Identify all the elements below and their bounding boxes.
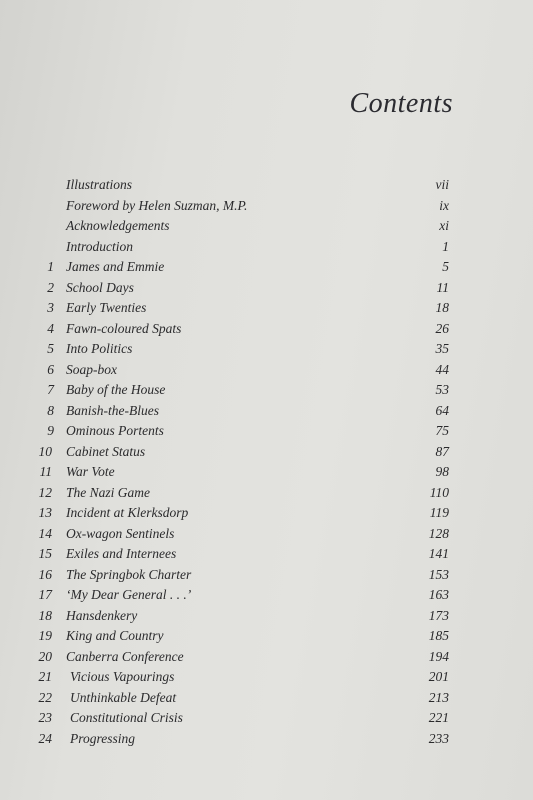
page-number: 75 (435, 423, 449, 438)
chapter-number: 16 (38, 567, 52, 582)
toc-entry (0, 257, 533, 277)
toc-entry (0, 298, 533, 318)
chapter-number: 20 (38, 649, 52, 664)
chapter-title: Hansdenkery (66, 608, 138, 623)
page-number: 221 (428, 710, 449, 725)
page-number: ix (439, 198, 449, 213)
toc-entry (0, 667, 533, 687)
toc-entry (0, 237, 533, 257)
chapter-number: 6 (47, 362, 54, 377)
page-number: xi (439, 218, 449, 233)
chapter-number: 21 (38, 669, 52, 684)
page-number: 11 (436, 280, 449, 295)
page-number: 173 (428, 608, 449, 623)
chapter-title: Cabinet Status (66, 444, 146, 459)
chapter-title: Into Politics (66, 341, 133, 356)
chapter-title: Banish-the-Blues (66, 403, 159, 418)
toc-entry (0, 565, 533, 585)
toc-entry (0, 339, 533, 359)
toc-entry (0, 544, 533, 564)
chapter-number: 5 (47, 341, 54, 356)
chapter-title: Unthinkable Defeat (70, 690, 177, 705)
chapter-number: 7 (47, 382, 54, 397)
page-number: 110 (429, 485, 449, 500)
chapter-title: Canberra Conference (66, 649, 184, 664)
page-number: 44 (435, 362, 449, 377)
toc-entry (0, 360, 533, 380)
page-number: 87 (435, 444, 449, 459)
chapter-title: Incident at Klerksdorp (66, 505, 189, 520)
page-number: 35 (435, 341, 449, 356)
chapter-title: Acknowledgements (66, 218, 170, 233)
chapter-title: Foreword by Helen Suzman, M.P. (66, 198, 248, 213)
toc-entry (0, 442, 533, 462)
chapter-title: War Vote (66, 464, 115, 479)
chapter-number: 14 (38, 526, 52, 541)
chapter-title: Illustrations (66, 177, 133, 192)
chapter-number: 13 (38, 505, 52, 520)
toc-entry (0, 524, 533, 544)
chapter-number: 15 (38, 546, 52, 561)
page-number: 53 (435, 382, 449, 397)
toc-entry (0, 503, 533, 523)
page-number: 141 (428, 546, 449, 561)
toc-entry (0, 401, 533, 421)
toc-entry (0, 319, 533, 339)
page-number: 119 (429, 505, 449, 520)
page-number: 18 (435, 300, 449, 315)
page-number: 201 (428, 669, 449, 684)
page-number: 128 (428, 526, 449, 541)
toc-entry (0, 647, 533, 667)
chapter-title: Baby of the House (66, 382, 166, 397)
chapter-title: School Days (66, 280, 134, 295)
chapter-title: The Springbok Charter (66, 567, 192, 582)
toc-entry (0, 175, 533, 195)
chapter-title: Ox-wagon Sentinels (66, 526, 175, 541)
chapter-number: 3 (47, 300, 54, 315)
page-number: vii (435, 177, 449, 192)
page-number: 185 (428, 628, 449, 643)
chapter-number: 2 (47, 280, 54, 295)
chapter-number: 9 (47, 423, 54, 438)
toc-entry (0, 421, 533, 441)
toc-entry (0, 196, 533, 216)
page-number: 153 (428, 567, 449, 582)
chapter-number: 1 (47, 259, 54, 274)
chapter-number: 24 (38, 731, 52, 746)
toc-entry (0, 688, 533, 708)
chapter-title: Exiles and Internees (66, 546, 177, 561)
toc-entry (0, 380, 533, 400)
chapter-number: 12 (38, 485, 52, 500)
toc-entry (0, 708, 533, 728)
toc-entry (0, 626, 533, 646)
page-number: 64 (435, 403, 449, 418)
page-number: 213 (428, 690, 449, 705)
toc-entry (0, 729, 533, 749)
toc-entry (0, 462, 533, 482)
chapter-title: Early Twenties (66, 300, 147, 315)
chapter-title: James and Emmie (66, 259, 165, 274)
chapter-title: Introduction (66, 239, 133, 254)
chapter-number: 23 (38, 710, 52, 725)
page-number: 1 (442, 239, 449, 254)
chapter-title: Ominous Portents (66, 423, 164, 438)
chapter-title: Constitutional Crisis (70, 710, 183, 725)
chapter-title: Vicious Vapourings (70, 669, 175, 684)
page-number: 163 (428, 587, 449, 602)
toc-entry (0, 278, 533, 298)
chapter-number: 22 (38, 690, 52, 705)
toc-entry (0, 483, 533, 503)
chapter-number: 10 (38, 444, 52, 459)
toc-entry (0, 606, 533, 626)
chapter-number: 17 (38, 587, 52, 602)
chapter-number: 19 (38, 628, 52, 643)
chapter-number: 18 (38, 608, 52, 623)
toc-entry (0, 585, 533, 605)
page-number: 5 (442, 259, 449, 274)
chapter-title: Progressing (70, 731, 136, 746)
chapter-number: 4 (47, 321, 54, 336)
chapter-number: 11 (39, 464, 52, 479)
chapter-title: Fawn-coloured Spats (66, 321, 182, 336)
page-number: 26 (435, 321, 449, 336)
chapter-number: 8 (47, 403, 54, 418)
page-number: 233 (428, 731, 449, 746)
chapter-title: The Nazi Game (66, 485, 150, 500)
page-number: 194 (428, 649, 449, 664)
page-title: Contents (349, 88, 453, 119)
toc-entry (0, 216, 533, 236)
chapter-title: ‘My Dear General . . .’ (66, 587, 192, 602)
chapter-title: Soap-box (66, 362, 117, 377)
chapter-title: King and Country (66, 628, 164, 643)
page-number: 98 (435, 464, 449, 479)
